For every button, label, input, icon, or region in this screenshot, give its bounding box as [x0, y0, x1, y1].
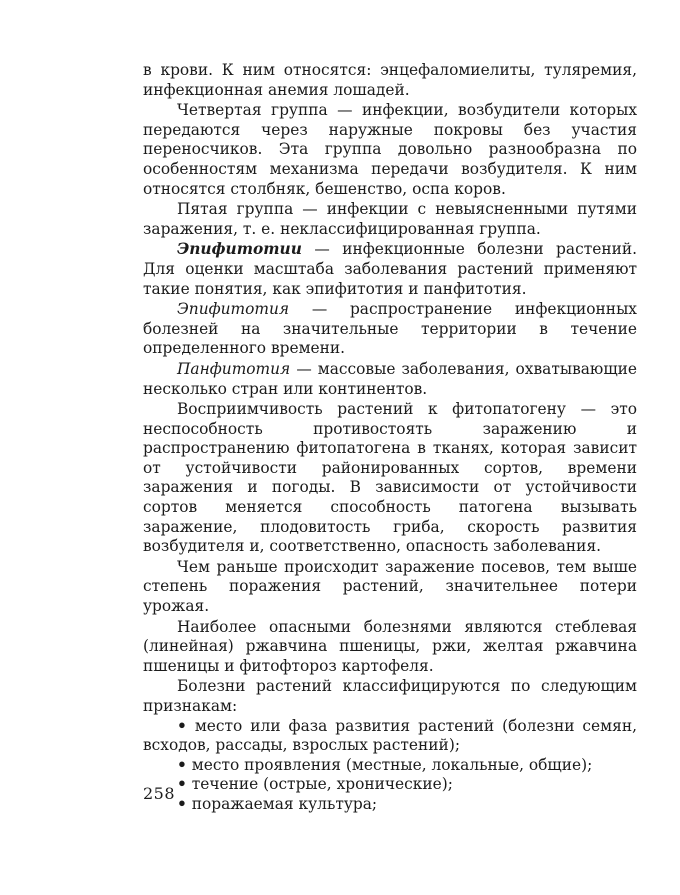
list-item-text: течение (острые, хронические);	[191, 775, 453, 794]
defined-term: Эпифитотия	[177, 300, 290, 319]
paragraph	[143, 200, 637, 239]
paragraph-text: Болезни растений классифицируются по следующим признакам:	[143, 677, 637, 715]
paragraph	[143, 618, 637, 677]
bullet-icon: •	[177, 716, 187, 735]
list-item	[143, 717, 637, 756]
paragraph	[143, 360, 637, 399]
paragraph-text: — инфекционные болезни растений. Для оценки масштаба заболевания растений применяют такие понятия, как эпифитотия и панфитотия.	[143, 240, 637, 298]
paragraph	[143, 400, 637, 557]
paragraph-text: Наиболее опасными болезнями являются стеблевая (линейная) ржавчина пшеницы, ржи, желтая ржавчина пшеницы и фитофтороз картофеля.	[143, 617, 637, 675]
paragraph	[143, 240, 637, 299]
page-number: 258	[143, 784, 176, 803]
defined-term: Эпифитотии	[177, 240, 302, 259]
paragraph-text: — массовые заболевания, охватывающие несколько стран или континентов.	[143, 359, 637, 398]
paragraph-text: Пятая группа — инфекции с невыясненными путями заражения, т. е. неклассифицированная группа.	[143, 200, 637, 238]
paragraph	[143, 101, 637, 199]
body-text	[143, 61, 637, 815]
paragraph	[143, 61, 637, 100]
bullet-icon: •	[177, 775, 187, 794]
list-item	[143, 756, 637, 776]
paragraph-text: в крови. К ним относятся: энцефаломиелиты, туляремия, инфекционная анемия лошадей.	[143, 61, 637, 99]
list-item-text: место или фаза развития растений (болезни семян, всходов, рассады, взрослых растений);	[143, 716, 637, 755]
paragraph	[143, 558, 637, 617]
list-item	[143, 775, 637, 795]
defined-term: Панфитотия	[177, 359, 291, 378]
list-item	[143, 795, 637, 815]
list-item-text: поражаемая культура;	[191, 794, 378, 813]
paragraph-text: — распространение инфекционных болезней на значительные территории в течение определенного времени.	[143, 300, 637, 358]
paragraph-text: Четвертая группа — инфекции, возбудители которых передаются через наружные покровы без участия переносчиков. Эта группа довольно разнообразна по особенностям механизма передачи возбудителя. К ним относятся столбняк, бешенство, оспа коров.	[143, 101, 637, 198]
paragraph-text: Чем раньше происходит заражение посевов, тем выше степень поражения растений, значительнее потери урожая.	[143, 557, 637, 616]
bullet-icon: •	[177, 794, 187, 813]
paragraph	[143, 300, 637, 359]
bullet-icon: •	[177, 755, 187, 774]
list-item-text: место проявления (местные, локальные, общие);	[191, 755, 593, 774]
paragraph	[143, 677, 637, 716]
paragraph-text: Восприимчивость растений к фитопатогену — это неспособность противостоять заражению и распространению фитопатогена в тканях, которая зависит от устойчивости районированных сортов, времени заражения и погоды. В зависимости от устойчивости сортов меняется способность патогена вызывать заражение, плодовитость гриба, скорость развития возбудителя и, соответственно, опасность заболевания.	[143, 400, 637, 556]
